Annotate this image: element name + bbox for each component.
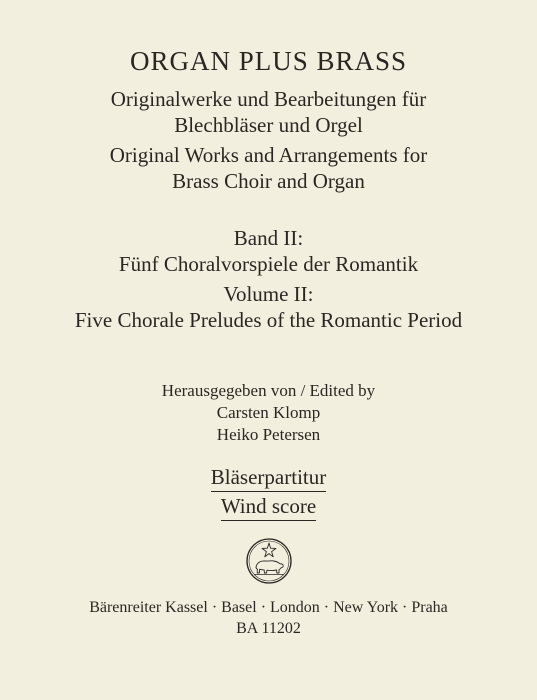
subtitle-english-line-1: Original Works and Arrangements for <box>109 143 428 167</box>
subtitle-german-line-1: Originalwerke und Bearbeitungen für <box>110 87 427 111</box>
editor-name-2: Heiko Petersen <box>216 425 321 444</box>
volume-title-german: Fünf Choralvorspiele der Romantik <box>118 252 419 276</box>
catalog-number: BA 11202 <box>236 620 301 637</box>
baerenreiter-seal-icon <box>245 537 293 585</box>
score-type-english <box>0 493 537 521</box>
volume-label-german: Band II: <box>233 226 304 250</box>
score-type-german <box>0 464 537 492</box>
series-title: ORGAN PLUS BRASS <box>129 46 408 76</box>
score-type-english-text: Wind score <box>221 493 316 521</box>
publisher-line: Bärenreiter Kassel · Basel · London · New York · Praha <box>89 599 448 616</box>
subtitle-german-line-2: Blechbläser und Orgel <box>174 113 363 137</box>
score-type-german-text: Bläserpartitur <box>211 464 326 492</box>
subtitle-english-line-2: Brass Choir and Organ <box>172 169 365 193</box>
volume-title-english: Five Chorale Preludes of the Romantic Period <box>74 308 463 332</box>
edited-by-label: Herausgegeben von / Edited by <box>161 381 376 400</box>
volume-label-english: Volume II: <box>223 282 314 306</box>
editor-name-1: Carsten Klomp <box>216 403 321 422</box>
